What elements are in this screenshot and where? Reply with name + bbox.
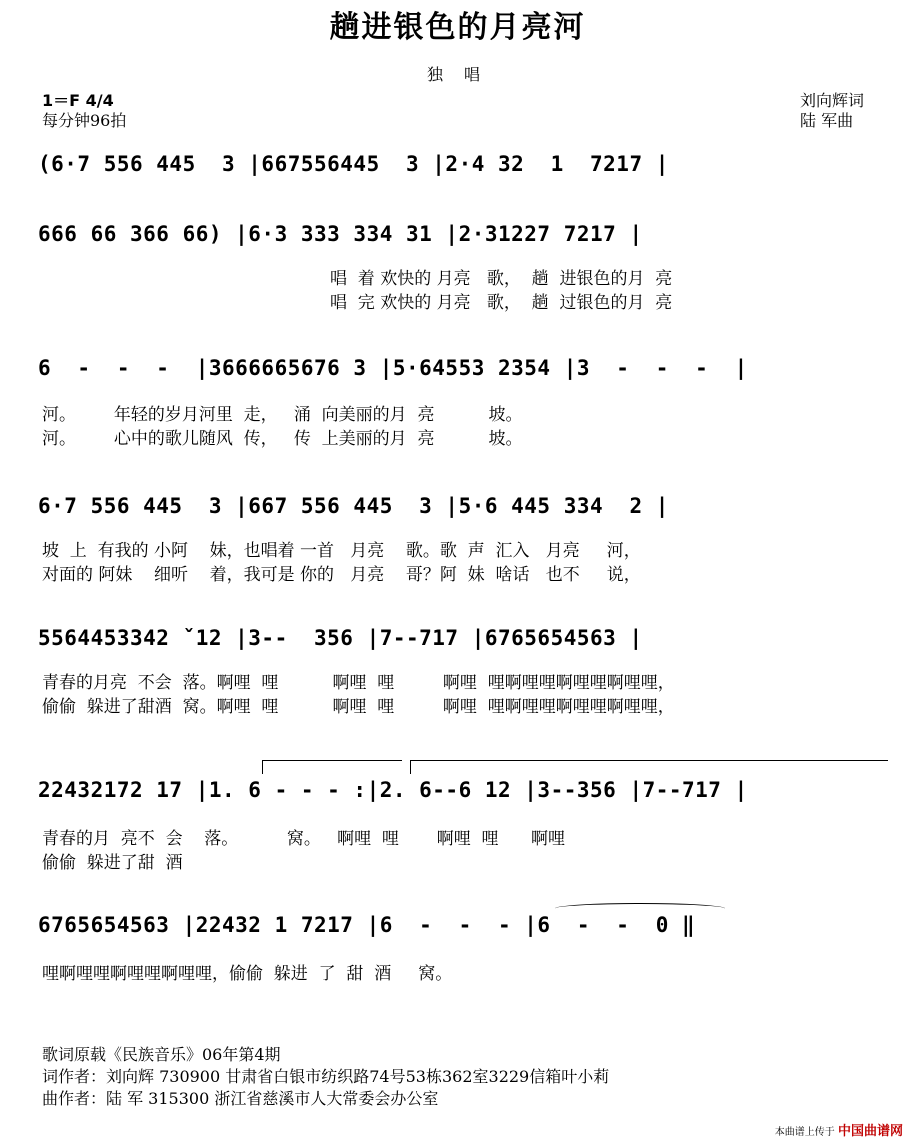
first-ending-bracket [262, 760, 402, 761]
composer-credit: 陆 军曲 [800, 111, 854, 130]
upload-credit [775, 1120, 903, 1139]
lyric-verse-2: 偷偷 躲进了甜 酒 [42, 853, 183, 873]
lyric-verse-1: 唱 着 欢快的 月亮 歌， 趟 进银色的月 亮 [330, 269, 673, 289]
performance-type: 独 唱 [426, 65, 489, 84]
lyric-verse-1: 河。 年轻的岁月河里 走， 涌 向美丽的月 亮 坡。 [42, 405, 523, 425]
lyric-verse-1: 青春的月亮 不会 落。啊哩 哩 啊哩 哩 啊哩 哩啊哩哩啊哩哩啊哩哩， [42, 673, 675, 693]
lyric-verse-2: 河。 心中的歌儿随风 传， 传 上美丽的月 亮 坡。 [42, 429, 523, 449]
lyric-verse-1: 坡 上 有我的 小阿 妹，也唱着 一首 月亮 歌。歌 声 汇入 月亮 河， [42, 541, 641, 561]
lyric-verse-2: 对面的 阿妹 细听 着，我可是 你的 月亮 哥？阿 妹 啥话 也不 说， [42, 565, 641, 585]
tempo-marking: 每分钟96拍 [42, 111, 127, 130]
notation-line: 6 - - - |3666665676 3 |5·64553 2354 |3 - - - | [38, 356, 748, 380]
lyric-verse-1: 青春的月 亮不 会 落。 窝。 啊哩 哩 啊哩 哩 啊哩 [42, 829, 565, 849]
song-title: 趟进银色的月亮河 [329, 10, 586, 45]
composer-address: 曲作者：陆 军 315300 浙江省慈溪市人大常委会办公室 [42, 1089, 439, 1108]
lyricist-address: 词作者：刘向辉 730900 甘肃省白银市纺织路74号53栋362室3229信箱叶小莉 [42, 1067, 610, 1086]
credit-text: 本曲谱上传于 [774, 1127, 835, 1138]
lyric-verse-2: 唱 完 欢快的 月亮 歌， 趟 过银色的月 亮 [330, 293, 673, 313]
lyricist-credit: 刘向辉词 [800, 91, 865, 110]
notation-line: 22432172 17 |1. 6 - - - :|2. 6--6 12 |3--356 |7--717 | [38, 778, 748, 802]
notation-line: 6·7 556 445 3 |667 556 445 3 |5·6 445 334 2 | [38, 494, 669, 518]
key-signature: 1＝F 4/4 [42, 91, 114, 110]
first-ending-bracket-edge [262, 760, 263, 774]
source-note: 歌词原载《民族音乐》06年第4期 [42, 1045, 281, 1064]
notation-line: (6·7 556 445 3 |667556445 3 |2·4 32 1 7217 | [38, 152, 669, 176]
lyric-verse-1: 哩啊哩哩啊哩哩啊哩哩，偷偷 躲进 了 甜 酒 窝。 [42, 964, 453, 984]
notation-line: 5564453342 ˇ12 |3-- 356 |7--717 |6765654563 | [38, 626, 643, 650]
lyric-verse-2: 偷偷 躲进了甜酒 窝。啊哩 哩 啊哩 哩 啊哩 哩啊哩哩啊哩哩啊哩哩， [42, 697, 675, 717]
notation-line: 666 66 366 66) |6·3 333 334 31 |2·31227 7217 | [38, 222, 643, 246]
site-logo: 中国曲谱网 [837, 1124, 903, 1139]
notation-line: 6765654563 |22432 1 7217 |6 - - - |6 - - 0 ‖ [38, 913, 696, 937]
second-ending-bracket [410, 760, 888, 761]
second-ending-bracket-edge [410, 760, 411, 774]
